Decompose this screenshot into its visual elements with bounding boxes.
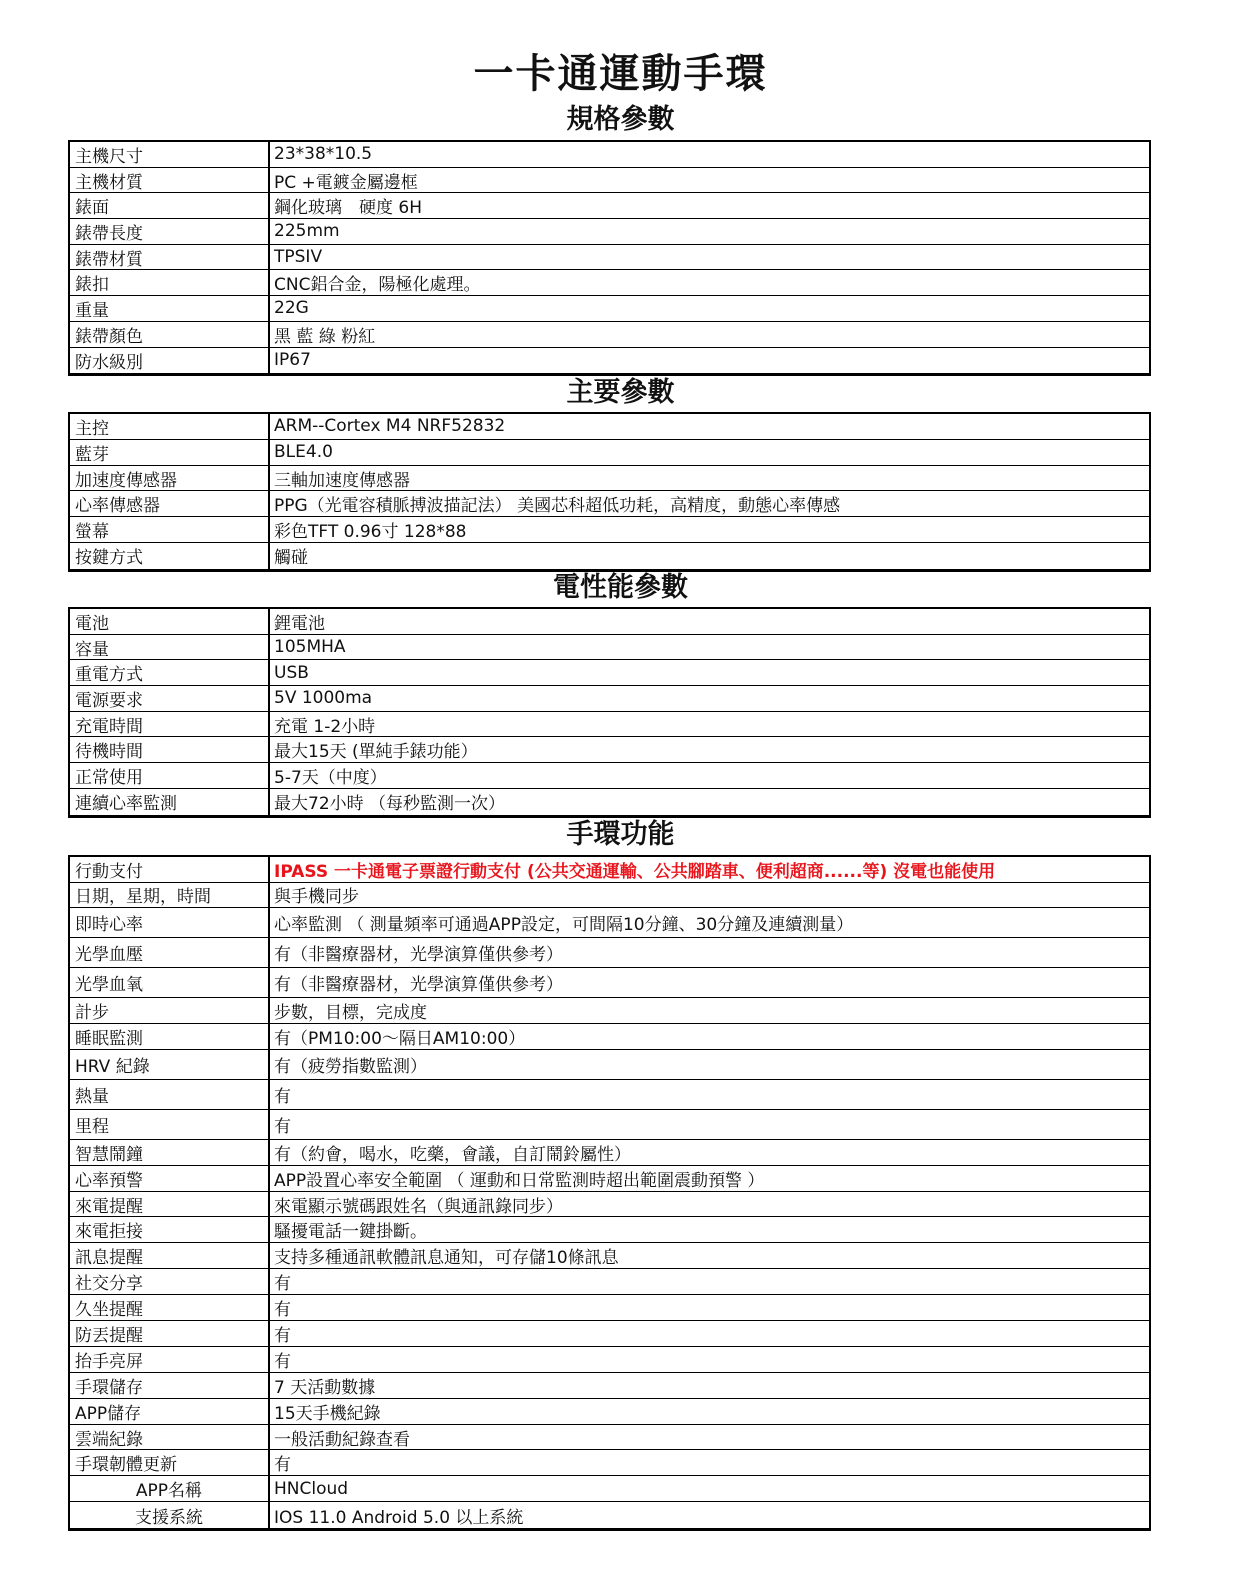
row-value: 心率監測 （ 測量頻率可通過APP設定，可間隔10分鐘、30分鐘及連續測量） [274,915,854,935]
row-value: 5V 1000ma [274,688,373,709]
table-row [70,296,1149,322]
row-label: 光學血壓 [70,938,270,967]
row-value: 充電 1-2小時 [274,716,376,737]
spec-heading: 規格參數 [566,104,675,135]
row-label: 熱量 [70,1080,270,1109]
row-value: ARM--Cortex M4 NRF52832 [274,416,506,437]
row-label: 防水級別 [70,348,270,374]
row-value: 105MHA [274,637,346,658]
row-label: 主控 [70,414,270,439]
table-row [70,609,1149,635]
table-row [70,440,1149,466]
table-row [70,660,1149,686]
spec-table [68,412,1151,572]
row-value: 鋰電池 [274,613,325,634]
row-value: 彩色TFT 0.96寸 128*88 [274,522,467,542]
row-value: 觸碰 [274,548,308,569]
table-row [70,168,1149,194]
table-row [70,219,1149,245]
row-label: HRV 紀錄 [70,1050,270,1079]
section-heading: 主要參數 [566,377,675,408]
row-value: IPASS 一卡通電子票證行動支付 (公共交通運輸、公共腳踏車、便利超商......等) 沒電也能使用 [274,861,996,882]
row-value: CNC鋁合金，陽極化處理。 [274,275,481,296]
table-row [70,737,1149,763]
row-label: APP儲存 [70,1399,270,1424]
row-label: 支援系統 [70,1502,270,1528]
section-heading: 手環功能 [566,819,675,850]
table-row [70,270,1149,296]
table-row [70,1399,1149,1425]
table-row [70,908,1149,938]
row-value: 騷擾電話一鍵掛斷。 [274,1222,427,1243]
row-value: 有 [274,1086,291,1107]
spec-table [68,607,1151,818]
row-label: 計步 [70,998,270,1023]
row-label: 電源要求 [70,686,270,711]
row-label: 主機尺寸 [70,142,270,167]
row-value: 有 [274,1325,291,1346]
table-row [70,414,1149,440]
row-value: 225mm [274,221,340,242]
row-value: 5-7天（中度） [274,767,387,788]
table-row [70,466,1149,492]
table-row [70,1080,1149,1110]
row-value: 三軸加速度傳感器 [274,470,410,491]
table-row [70,1269,1149,1295]
row-value: 有 [274,1351,291,1372]
table-row [70,635,1149,661]
row-value: 有（非醫療器材，光學演算僅供參考） [274,975,563,995]
row-value: 鋼化玻璃 硬度 6H [274,198,423,219]
table-row [70,1024,1149,1050]
table-row [70,1243,1149,1269]
row-label: 正常使用 [70,763,270,788]
row-value: 有 [274,1116,291,1137]
table-row [70,322,1149,348]
row-value: PC +電鍍金屬邊框 [274,172,418,193]
row-label: 來電提醒 [70,1192,270,1217]
table-row [70,1502,1149,1528]
row-label: 按鍵方式 [70,543,270,569]
row-label: 里程 [70,1110,270,1139]
table-row [70,763,1149,789]
table-row [70,1110,1149,1140]
table-row [70,1425,1149,1451]
row-label: 光學血氧 [70,968,270,997]
table-row [70,1321,1149,1347]
row-label: 睡眠監測 [70,1024,270,1049]
table-row [70,1050,1149,1080]
row-label: 錶帶長度 [70,219,270,244]
table-row [70,348,1149,374]
table-row [70,883,1149,909]
row-label: 重電方式 [70,660,270,685]
row-label: 待機時間 [70,737,270,762]
row-label: 容量 [70,635,270,660]
table-row [70,938,1149,968]
table-row [70,857,1149,883]
row-value: 22G [274,298,309,319]
row-value: 最大72小時 （每秒監測一次） [274,794,506,815]
row-value: 23*38*10.5 [274,144,373,165]
table-row [70,968,1149,998]
table-row [70,193,1149,219]
row-value: PPG（光電容積脈搏波描記法） 美國芯科超低功耗，高精度，動態心率傳感 [274,496,841,517]
row-value: 有（非醫療器材，光學演算僅供參考） [274,945,563,965]
row-value: IOS 11.0 Android 5.0 以上系統 [274,1507,524,1528]
row-value: 與手機同步 [274,887,359,907]
row-label: 雲端紀錄 [70,1425,270,1450]
table-row [70,1192,1149,1218]
table-row [70,1450,1149,1476]
table-row [70,1217,1149,1243]
table-row [70,1140,1149,1166]
row-value: 有 [274,1455,291,1476]
row-value: 有（PM10:00～隔日AM10:00） [274,1028,526,1049]
row-label: 連續心率監測 [70,789,270,815]
spec-table [68,855,1151,1531]
row-label: 加速度傳感器 [70,466,270,491]
table-row [70,1476,1149,1502]
row-value: HNCloud [274,1478,349,1499]
row-value: 有（約會，喝水，吃藥，會議，自訂鬧鈴屬性） [274,1144,631,1165]
row-label: 錶扣 [70,270,270,295]
row-value: 最大15天 (單純手錶功能） [274,742,478,763]
row-label: 錶帶顏色 [70,322,270,347]
row-label: 電池 [70,609,270,634]
row-label: 心率預警 [70,1166,270,1191]
row-value: APP設置心率安全範圍 （ 運動和日常監測時超出範圍震動預警 ） [274,1170,765,1191]
section-heading: 電性能參數 [553,572,688,603]
row-label: 訊息提醒 [70,1243,270,1268]
row-label: 重量 [70,296,270,321]
row-label: 防丟提醒 [70,1321,270,1346]
row-value: 15天手機紀錄 [274,1403,381,1424]
table-row [70,789,1149,815]
table-row [70,517,1149,543]
row-label: 藍芽 [70,440,270,465]
table-row [70,1295,1149,1321]
row-label: 錶帶材質 [70,245,270,270]
row-value: TPSIV [274,247,323,268]
row-label: 來電拒接 [70,1217,270,1242]
row-value: 有 [274,1274,291,1295]
row-label: 主機材質 [70,168,270,193]
row-value: 有 [274,1300,291,1321]
row-label: APP名稱 [70,1476,270,1501]
row-value: IP67 [274,350,311,371]
row-value: 7 天活動數據 [274,1377,376,1398]
page-title: 一卡通運動手環 [473,51,768,97]
row-label: 日期，星期，時間 [70,883,270,908]
row-label: 智慧鬧鐘 [70,1140,270,1165]
row-value: BLE4.0 [274,442,333,463]
table-row [70,712,1149,738]
table-row [70,543,1149,569]
table-row [70,142,1149,168]
row-value: 有（疲勞指數監測） [274,1056,427,1077]
table-row [70,998,1149,1024]
row-label: 手環儲存 [70,1373,270,1398]
row-label: 久坐提醒 [70,1295,270,1320]
row-label: 手環韌體更新 [70,1450,270,1475]
table-row [70,1347,1149,1373]
row-value: 黑 藍 綠 粉紅 [274,326,376,347]
row-value: 來電顯示號碼跟姓名（與通訊錄同步） [274,1196,563,1217]
row-label: 充電時間 [70,712,270,737]
row-label: 社交分享 [70,1269,270,1294]
row-label: 心率傳感器 [70,491,270,516]
spec-table [68,140,1151,376]
table-row [70,1373,1149,1399]
table-row [70,491,1149,517]
row-value: 一般活動紀錄查看 [274,1429,410,1450]
row-value: 步數，目標，完成度 [274,1002,427,1023]
table-row [70,1166,1149,1192]
table-row [70,245,1149,271]
row-label: 行動支付 [70,857,270,882]
row-value: USB [274,662,309,683]
row-label: 錶面 [70,193,270,218]
row-label: 即時心率 [70,908,270,937]
row-value: 支持多種通訊軟體訊息通知，可存儲10條訊息 [274,1248,619,1269]
table-row [70,686,1149,712]
row-label: 抬手亮屏 [70,1347,270,1372]
row-label: 螢幕 [70,517,270,542]
